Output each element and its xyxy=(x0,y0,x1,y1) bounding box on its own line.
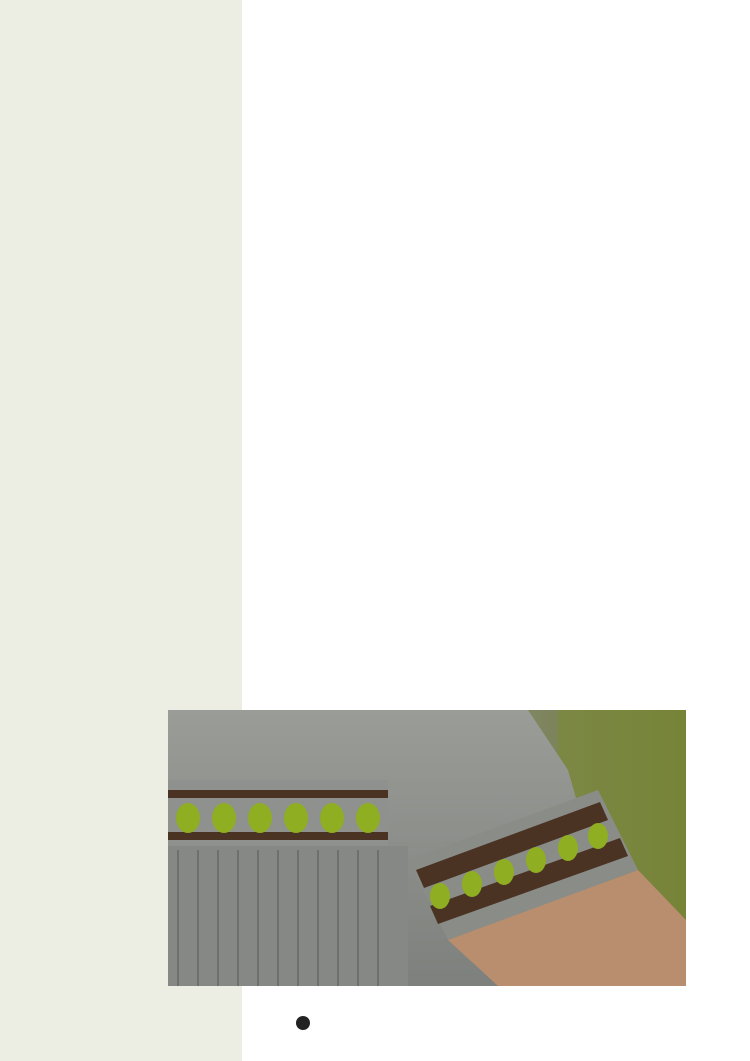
text-column-2 xyxy=(478,119,688,163)
text-column-1 xyxy=(257,119,465,192)
photo-illustration xyxy=(168,710,686,986)
chart-b-grid xyxy=(30,722,90,802)
footer-issue xyxy=(296,1016,310,1033)
page-number xyxy=(296,1016,310,1030)
sweater-cuff-photo xyxy=(168,710,686,986)
chart-a-grid xyxy=(30,148,240,688)
